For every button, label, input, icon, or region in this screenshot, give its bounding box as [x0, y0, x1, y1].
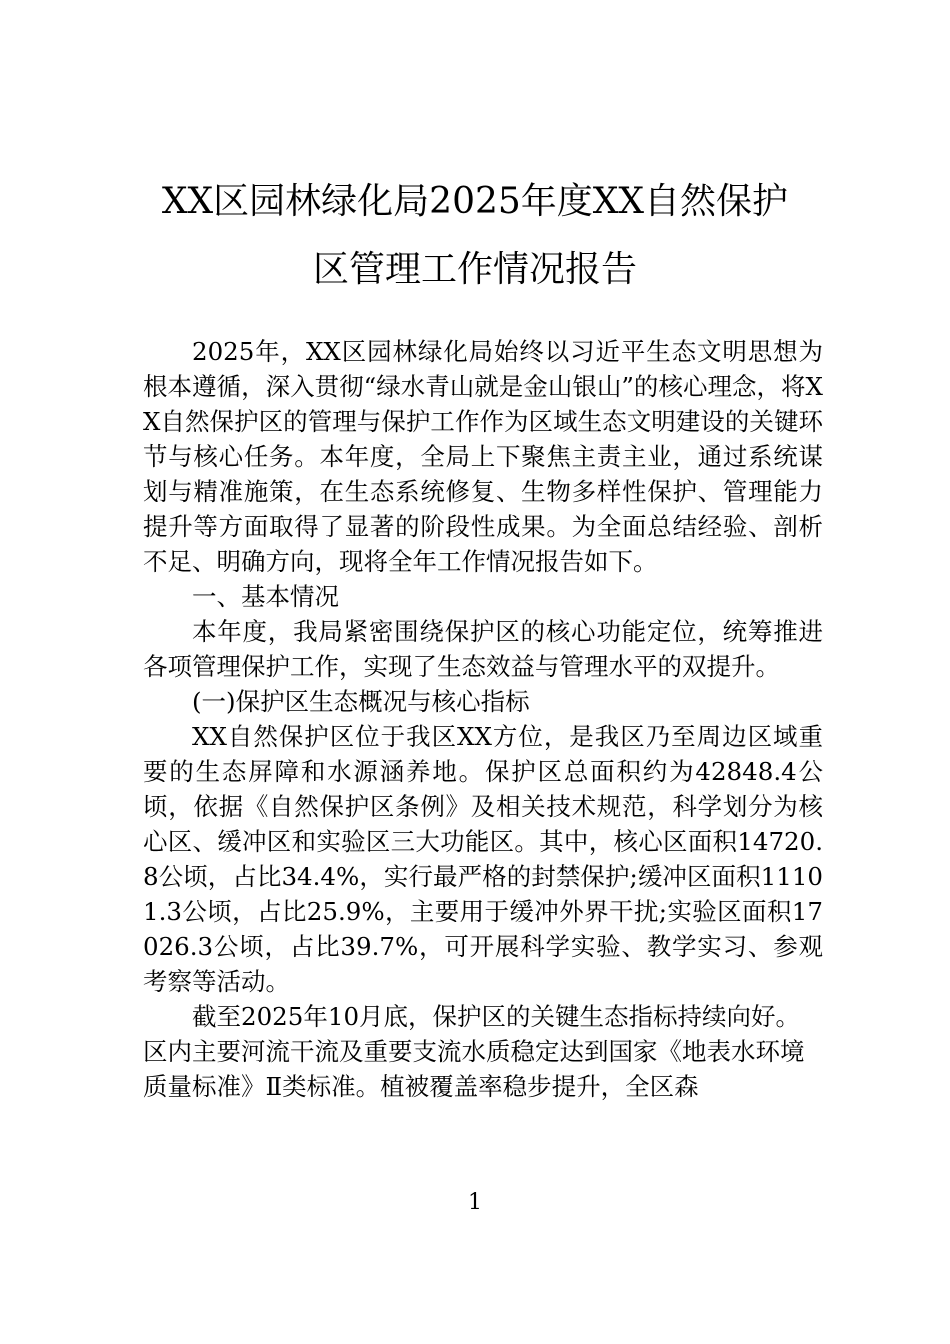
intro-paragraph: 2025年，XX区园林绿化局始终以习近平生态文明思想为根本遵循，深入贯彻“绿水青山就是金山银山”的核心理念，将XX自然保护区的管理与保护工作作为区域生态文明建设的关键环节与核心任务。本年度，全局上下聚焦主责主业，通过系统谋划与精准施策，在生态系统修复、生物多样性保护、管理能力提升等方面取得了显著的阶段性成果。为全面总结经验、剖析不足、明确方向，现将全年工作情况报告如下。	[143, 337, 823, 576]
section-heading-basic-situation: 一、基本情况	[192, 582, 339, 611]
indicators-paragraph: 截至2025年10月底，保护区的关键生态指标持续向好。区内主要河流干流及重要支流水质稳定达到国家《地表水环境质量标准》Ⅱ类标准。植被覆盖率稳步提升，全区森	[143, 1002, 805, 1101]
document-title	[120, 168, 830, 304]
title-line-1: XX区园林绿化局2025年度XX自然保护	[161, 181, 789, 222]
document-body	[143, 334, 823, 1104]
page-number: 1	[468, 1190, 482, 1215]
title-line-2: 区管理工作情况报告	[312, 249, 637, 290]
subsection-heading-ecology-overview: (一)保护区生态概况与核心指标	[192, 687, 530, 716]
basic-situation-paragraph: 本年度，我局紧密围绕保护区的核心功能定位，统筹推进各项管理保护工作，实现了生态效益与管理水平的双提升。	[143, 617, 823, 681]
ecology-overview-paragraph: XX自然保护区位于我区XX方位，是我区乃至周边区域重要的生态屏障和水源涵养地。保护区总面积约为42848.4公顷，依据《自然保护区条例》及相关技术规范，科学划分为核心区、缓冲区和实验区三大功能区。其中，核心区面积14720.8公顷，占比34.4%，实行最严格的封禁保护;缓冲区面积11101.3公顷，占比25.9%，主要用于缓冲外界干扰;实验区面积17026.3公顷，占比39.7%，可开展科学实验、教学实习、参观考察等活动。	[143, 722, 823, 996]
